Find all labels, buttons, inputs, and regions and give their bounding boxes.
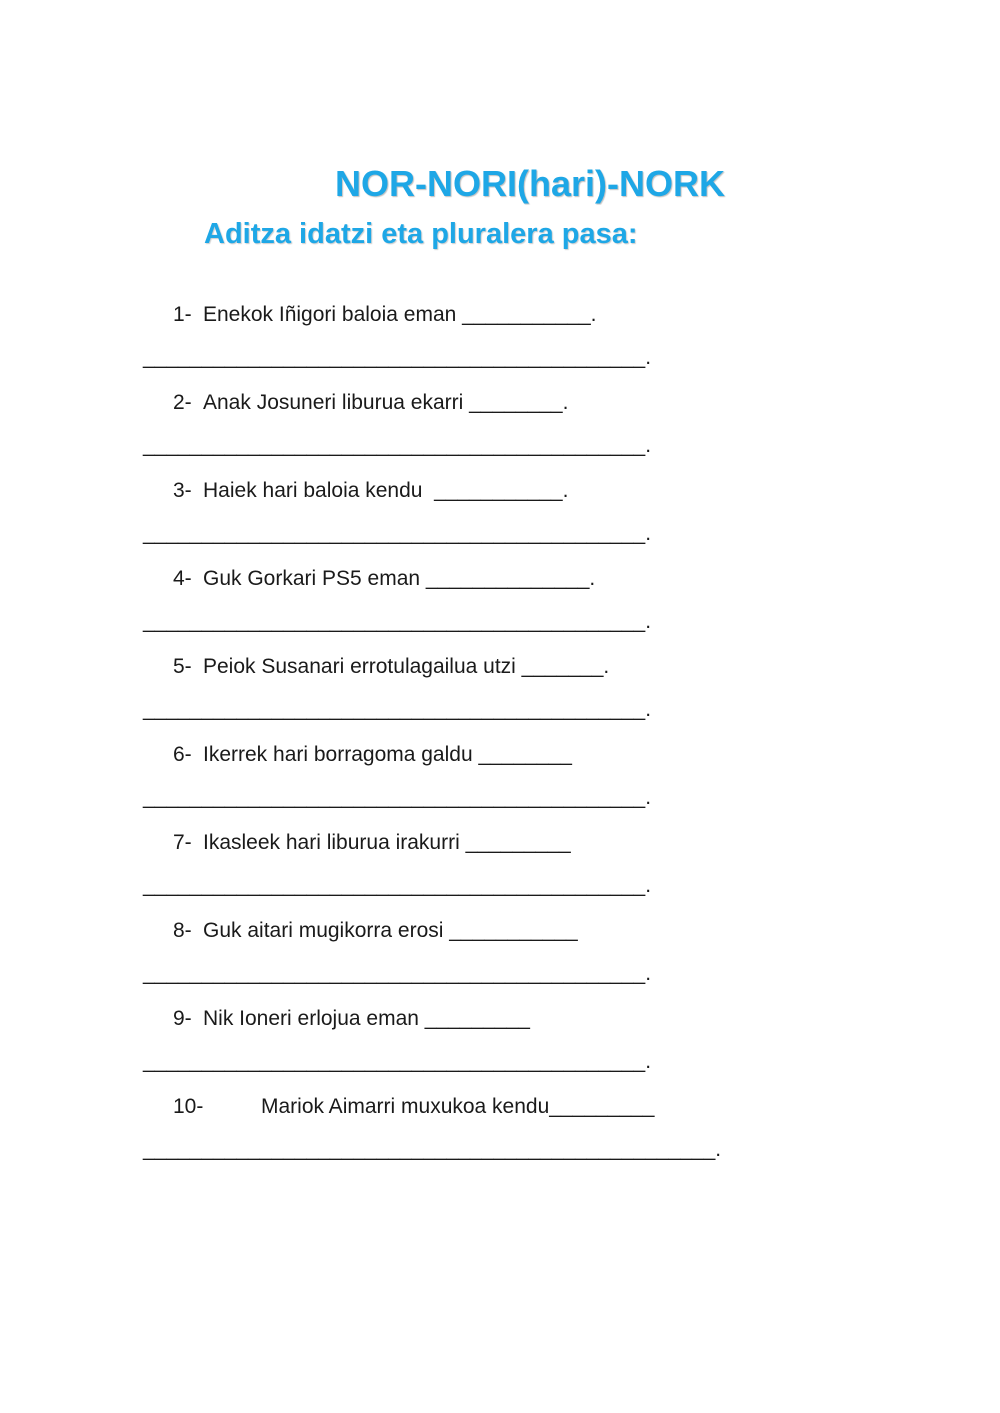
answer-line[interactable]: ___________________________________________. (143, 698, 652, 721)
exercise-text: Ikasleek hari liburua irakurri _________ (203, 831, 571, 854)
exercise-number: 2- (173, 391, 192, 414)
exercise-item (0, 649, 1000, 737)
answer-line[interactable]: ___________________________________________. (143, 1050, 652, 1073)
exercise-text: Enekok Iñigori baloia eman ___________. (203, 303, 597, 326)
exercise-number: 5- (173, 655, 192, 678)
answer-line[interactable]: ___________________________________________. (143, 522, 652, 545)
exercise-number: 9- (173, 1007, 192, 1030)
worksheet-title: NOR-NORI(hari)-NORK (335, 163, 725, 204)
exercise-number: 10- (173, 1095, 204, 1118)
exercise-sentence[interactable] (173, 388, 568, 418)
exercise-text: Guk Gorkari PS5 eman ______________. (203, 567, 596, 590)
answer-line[interactable]: ___________________________________________. (143, 962, 652, 985)
answer-line[interactable]: ___________________________________________. (143, 434, 652, 457)
exercise-text: Nik Ioneri erlojua eman _________ (203, 1007, 530, 1030)
exercise-sentence[interactable] (173, 1092, 654, 1122)
exercise-number: 3- (173, 479, 192, 502)
exercise-number: 1- (173, 303, 192, 326)
exercise-item (0, 297, 1000, 385)
exercise-item (0, 737, 1000, 825)
exercise-sentence[interactable] (173, 652, 609, 682)
exercise-text: Haiek hari baloia kendu ___________. (203, 479, 569, 502)
answer-line[interactable]: ___________________________________________. (143, 346, 652, 369)
exercise-text: Anak Josuneri liburua ekarri ________. (203, 391, 569, 414)
exercise-sentence[interactable] (173, 740, 572, 770)
exercise-item (0, 561, 1000, 649)
exercise-item (0, 385, 1000, 473)
exercise-sentence[interactable] (173, 828, 571, 858)
answer-line[interactable]: ___________________________________________. (143, 786, 652, 809)
answer-line[interactable]: ___________________________________________. (143, 610, 652, 633)
exercise-item (0, 825, 1000, 913)
exercise-item (0, 913, 1000, 1001)
answer-line[interactable]: _________________________________________________. (143, 1138, 722, 1161)
exercise-sentence[interactable] (173, 476, 568, 506)
exercise-number: 8- (173, 919, 192, 942)
answer-line[interactable]: ___________________________________________. (143, 874, 652, 897)
exercise-item (0, 1089, 1000, 1177)
exercise-text: Peiok Susanari errotulagailua utzi _______. (203, 655, 610, 678)
exercise-text: Guk aitari mugikorra erosi ___________ (203, 919, 578, 942)
exercise-text: Mariok Aimarri muxukoa kendu_________ (261, 1095, 655, 1118)
exercise-sentence[interactable] (173, 564, 595, 594)
exercise-item (0, 1001, 1000, 1089)
exercise-text: Ikerrek hari borragoma galdu ________ (203, 743, 572, 766)
exercise-number: 6- (173, 743, 192, 766)
worksheet-instructions: Aditza idatzi eta pluralera pasa: (204, 218, 638, 250)
exercise-list (0, 297, 1000, 1177)
exercise-sentence[interactable] (173, 300, 596, 330)
exercise-number: 4- (173, 567, 192, 590)
exercise-number: 7- (173, 831, 192, 854)
exercise-sentence[interactable] (173, 1004, 530, 1034)
exercise-item (0, 473, 1000, 561)
exercise-sentence[interactable] (173, 916, 578, 946)
